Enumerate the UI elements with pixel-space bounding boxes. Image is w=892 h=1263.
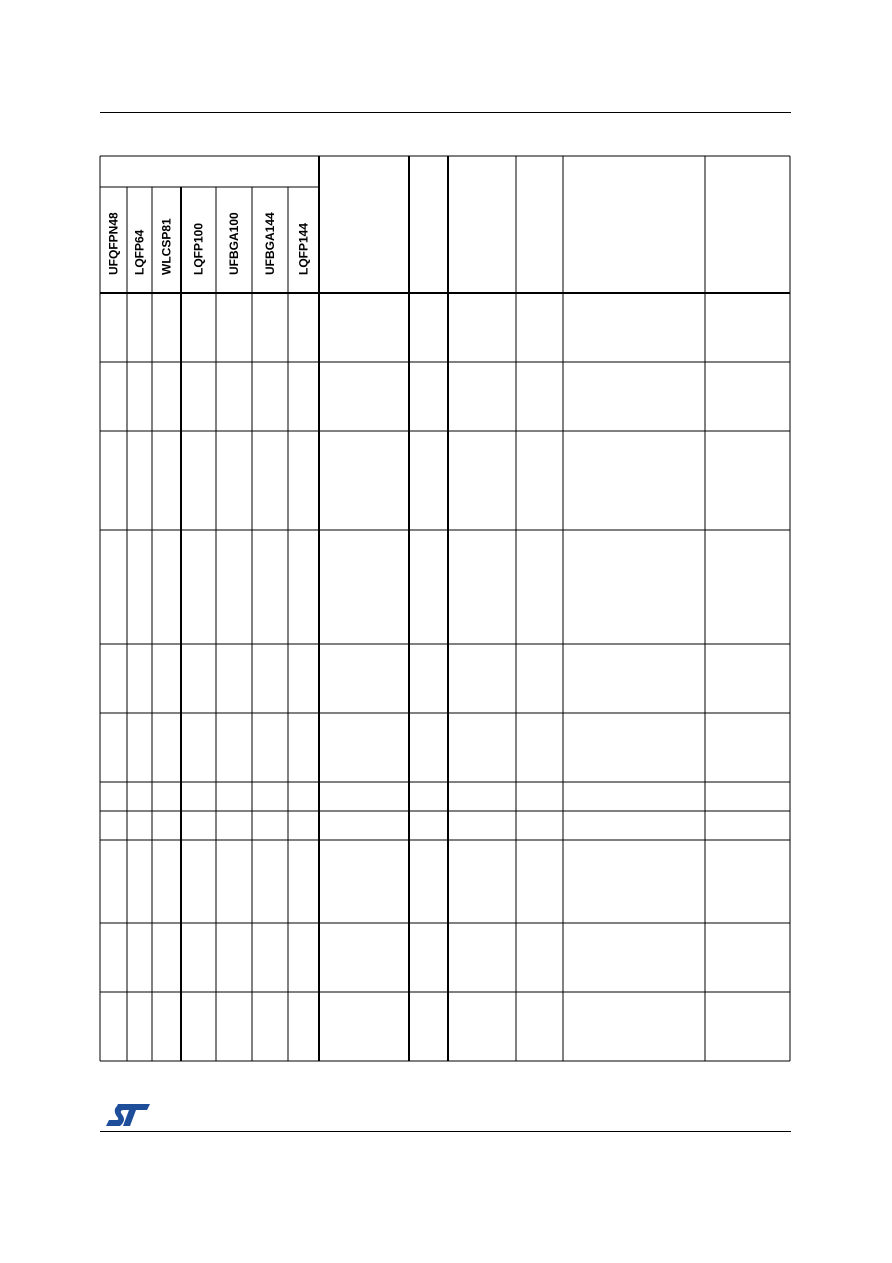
package-header-ufqfpn48: UFQFPN48: [106, 212, 121, 275]
package-header-lqfp100: LQFP100: [191, 222, 206, 275]
footer-rule: [100, 1131, 791, 1132]
package-header-ufbga100: UFBGA100: [227, 212, 241, 275]
st-logo: [106, 1102, 152, 1128]
package-header-ufbga144: UFBGA144: [263, 212, 277, 275]
package-header-wlcsp81: WLCSP81: [159, 218, 174, 275]
package-header-lqfp144: LQFP144: [296, 222, 311, 275]
package-header-lqfp64: LQFP64: [132, 229, 147, 275]
